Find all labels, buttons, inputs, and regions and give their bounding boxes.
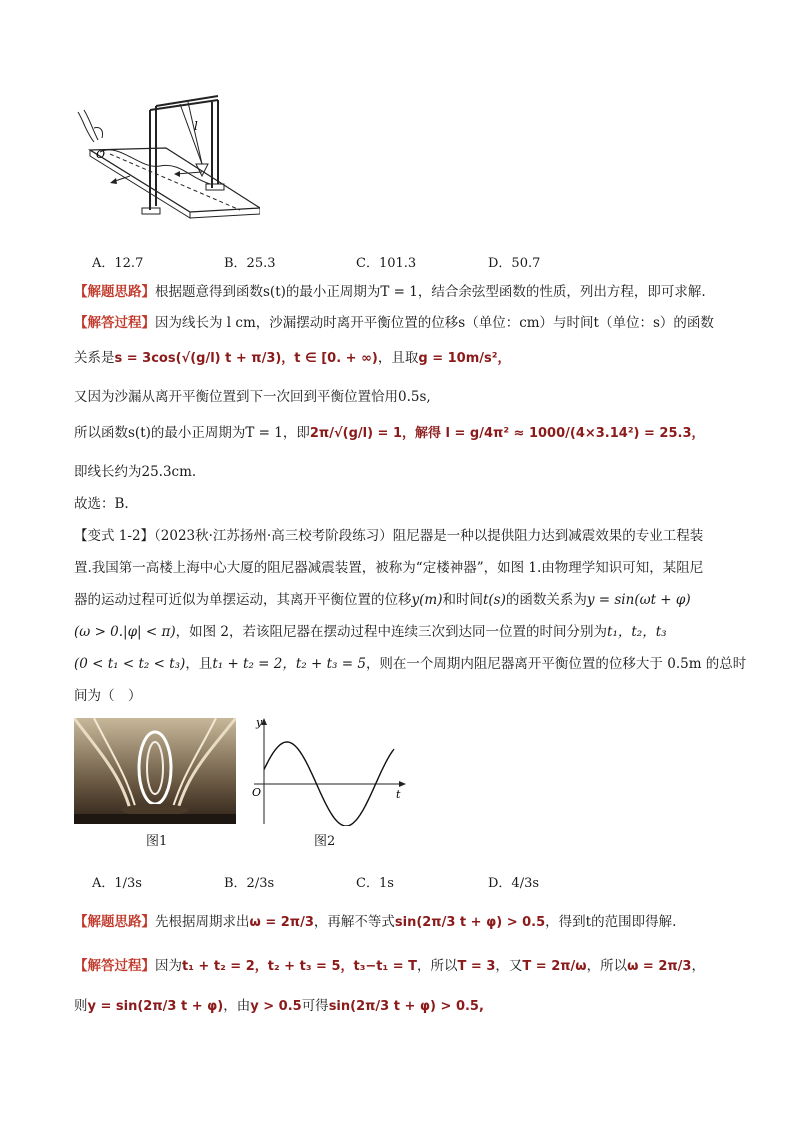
- q2-text-3c: 和时间: [442, 592, 483, 608]
- q2-solve-line1: [74, 956, 724, 977]
- formula-g: g = 10m/s²，: [418, 351, 511, 366]
- think-text: 根据题意得到函数s(t)的最小正周期为T = 1，结合余弦型函数的性质，列出方程，即可求解.: [155, 284, 706, 300]
- q2-text-5b: ，且: [185, 656, 213, 672]
- q1-solve-line4: [74, 423, 724, 444]
- formula-inequality: sin(2π/3 t + φ) > 0.5: [394, 915, 546, 930]
- q2-text-5a: (0 < t₁ < t₂ < t₃): [74, 656, 186, 672]
- q1-answer: 故选：B.: [74, 496, 129, 512]
- choice-b: B．25.3: [224, 256, 276, 271]
- q2-line2: 置.我国第一高楼上海中心大厦的阻尼器减震装置，被称为“定楼神器”，如图 1.由物理学知识可知，某阻尼: [74, 560, 704, 576]
- fig1-caption: 图1: [146, 834, 168, 849]
- think-text-e: ，得到t的范围即得解.: [545, 914, 677, 930]
- solve-text-2b: ，且取: [377, 350, 419, 366]
- formula-omega-value: ω = 2π/3: [627, 959, 692, 974]
- solve-1e: ，又: [495, 958, 523, 974]
- figure-label-l: l: [194, 119, 198, 133]
- figure-label-o: O: [96, 148, 106, 161]
- think-text-c: ，再解不等式: [313, 914, 395, 930]
- formula-omega: ω = 2π/3: [249, 915, 314, 930]
- q1-choices: [92, 252, 752, 271]
- q2-text-3f: y = sin(ωt + φ): [586, 592, 691, 608]
- damper-photo: [74, 718, 236, 824]
- solve-1g: ，所以: [586, 958, 628, 974]
- solve-2e: 可得: [301, 998, 329, 1014]
- choice-a: A．1/3s: [92, 876, 142, 891]
- solve-1a: 因为: [155, 958, 182, 974]
- q2-solve-line2: [74, 996, 724, 1017]
- q2-text-3e: 的函数关系为: [505, 592, 587, 608]
- solve-text-4a: 所以函数s(t)的最小正周期为T = 1，即: [74, 425, 310, 441]
- q2-line1: [74, 526, 724, 546]
- solve-tag: 【解答过程】: [74, 958, 155, 974]
- q2-choices: [92, 872, 752, 891]
- axis-t-label: t: [396, 788, 401, 801]
- solve-1c: ，所以: [417, 958, 458, 974]
- solve-1i: ，: [691, 958, 705, 974]
- formula-y-gt: y > 0.5: [250, 999, 302, 1014]
- q2-title-tag: 【变式 1-2】: [74, 528, 155, 544]
- choice-b: B．2/3s: [224, 876, 275, 891]
- q2-text-3a: 器的运动过程可近似为单摆运动，其离开平衡位置的位移: [74, 592, 412, 608]
- formula-s: s = 3cos(√(g/l) t + π/3)，t ∈ [0. + ∞): [114, 351, 378, 366]
- formula-l: 2π/√(g/l) = 1，解得 l = g/4π² ≈ 1000/(4×3.14²) = 25.3，: [309, 426, 705, 441]
- solve-2a: 则: [74, 998, 88, 1014]
- q2-text-4b: ，如图 2，若该阻尼器在摆动过程中连续三次到达同一位置的时间分别为: [175, 624, 608, 640]
- solve-text-1: 因为线长为 l cm，沙漏摆动时离开平衡位置的位移s（单位：cm）与时间t（单位：s）的函数: [155, 315, 714, 331]
- q2-text-3d: t(s): [482, 592, 506, 608]
- solve-tag: 【解答过程】: [74, 315, 155, 331]
- q2-text-4a: (ω > 0.|φ| < π): [74, 624, 176, 640]
- fig2-caption: 图2: [314, 834, 336, 849]
- think-text-a: 先根据周期求出: [155, 914, 250, 930]
- q2-text-3b: y(m): [411, 592, 443, 608]
- q1-solve-line2: [74, 348, 724, 369]
- sine-graph: [244, 716, 408, 826]
- choice-d: D．50.7: [488, 256, 541, 271]
- formula-sin-gt: sin(2π/3 t + φ) > 0.5,: [328, 999, 484, 1014]
- think-tag: 【解题思路】: [74, 284, 155, 300]
- axis-y-label: y: [256, 716, 263, 729]
- q2-text-1: （2023秋·江苏扬州·高三校考阶段练习）阻尼器是一种以提供阻力达到减震效果的专业工程装: [154, 528, 704, 544]
- q2-line5: [74, 654, 747, 674]
- q2-text-4c: t₁，t₂，t₃: [607, 624, 667, 640]
- origin-label: O: [252, 786, 262, 799]
- q1-solve-line1: [74, 313, 724, 333]
- q2-think: [74, 912, 724, 933]
- q2-line6: 间为（ ）: [74, 688, 142, 704]
- solve-text-2a: 关系是: [74, 350, 115, 366]
- solve-2c: ，由: [223, 998, 251, 1014]
- q1-think: [74, 282, 724, 302]
- formula-period: T = 3: [457, 959, 496, 974]
- choice-a: A．12.7: [92, 256, 144, 271]
- choice-d: D．4/3s: [488, 876, 540, 891]
- formula-y: y = sin(2π/3 t + φ): [87, 999, 224, 1014]
- formula-period-def: T = 2π/ω: [522, 959, 587, 974]
- q1-solve-line3: 又因为沙漏从离开平衡位置到下一次回到平衡位置恰用0.5s,: [74, 389, 431, 405]
- choice-c: C．101.3: [356, 256, 417, 271]
- q2-line3: [74, 590, 724, 610]
- think-tag: 【解题思路】: [74, 914, 155, 930]
- pendulum-figure: [70, 92, 260, 228]
- choice-c: C．1s: [356, 876, 394, 891]
- q2-text-5c: t₁ + t₂ = 2，t₂ + t₃ = 5: [212, 656, 366, 672]
- q1-solve-line5: 即线长约为25.3cm.: [74, 464, 197, 480]
- q2-text-5d: ，则在一个周期内阻尼器离开平衡位置的位移大于 0.5m 的总时: [365, 656, 747, 672]
- formula-times: t₁ + t₂ = 2，t₂ + t₃ = 5，t₃−t₁ = T: [182, 959, 418, 974]
- q2-line4: [74, 622, 724, 642]
